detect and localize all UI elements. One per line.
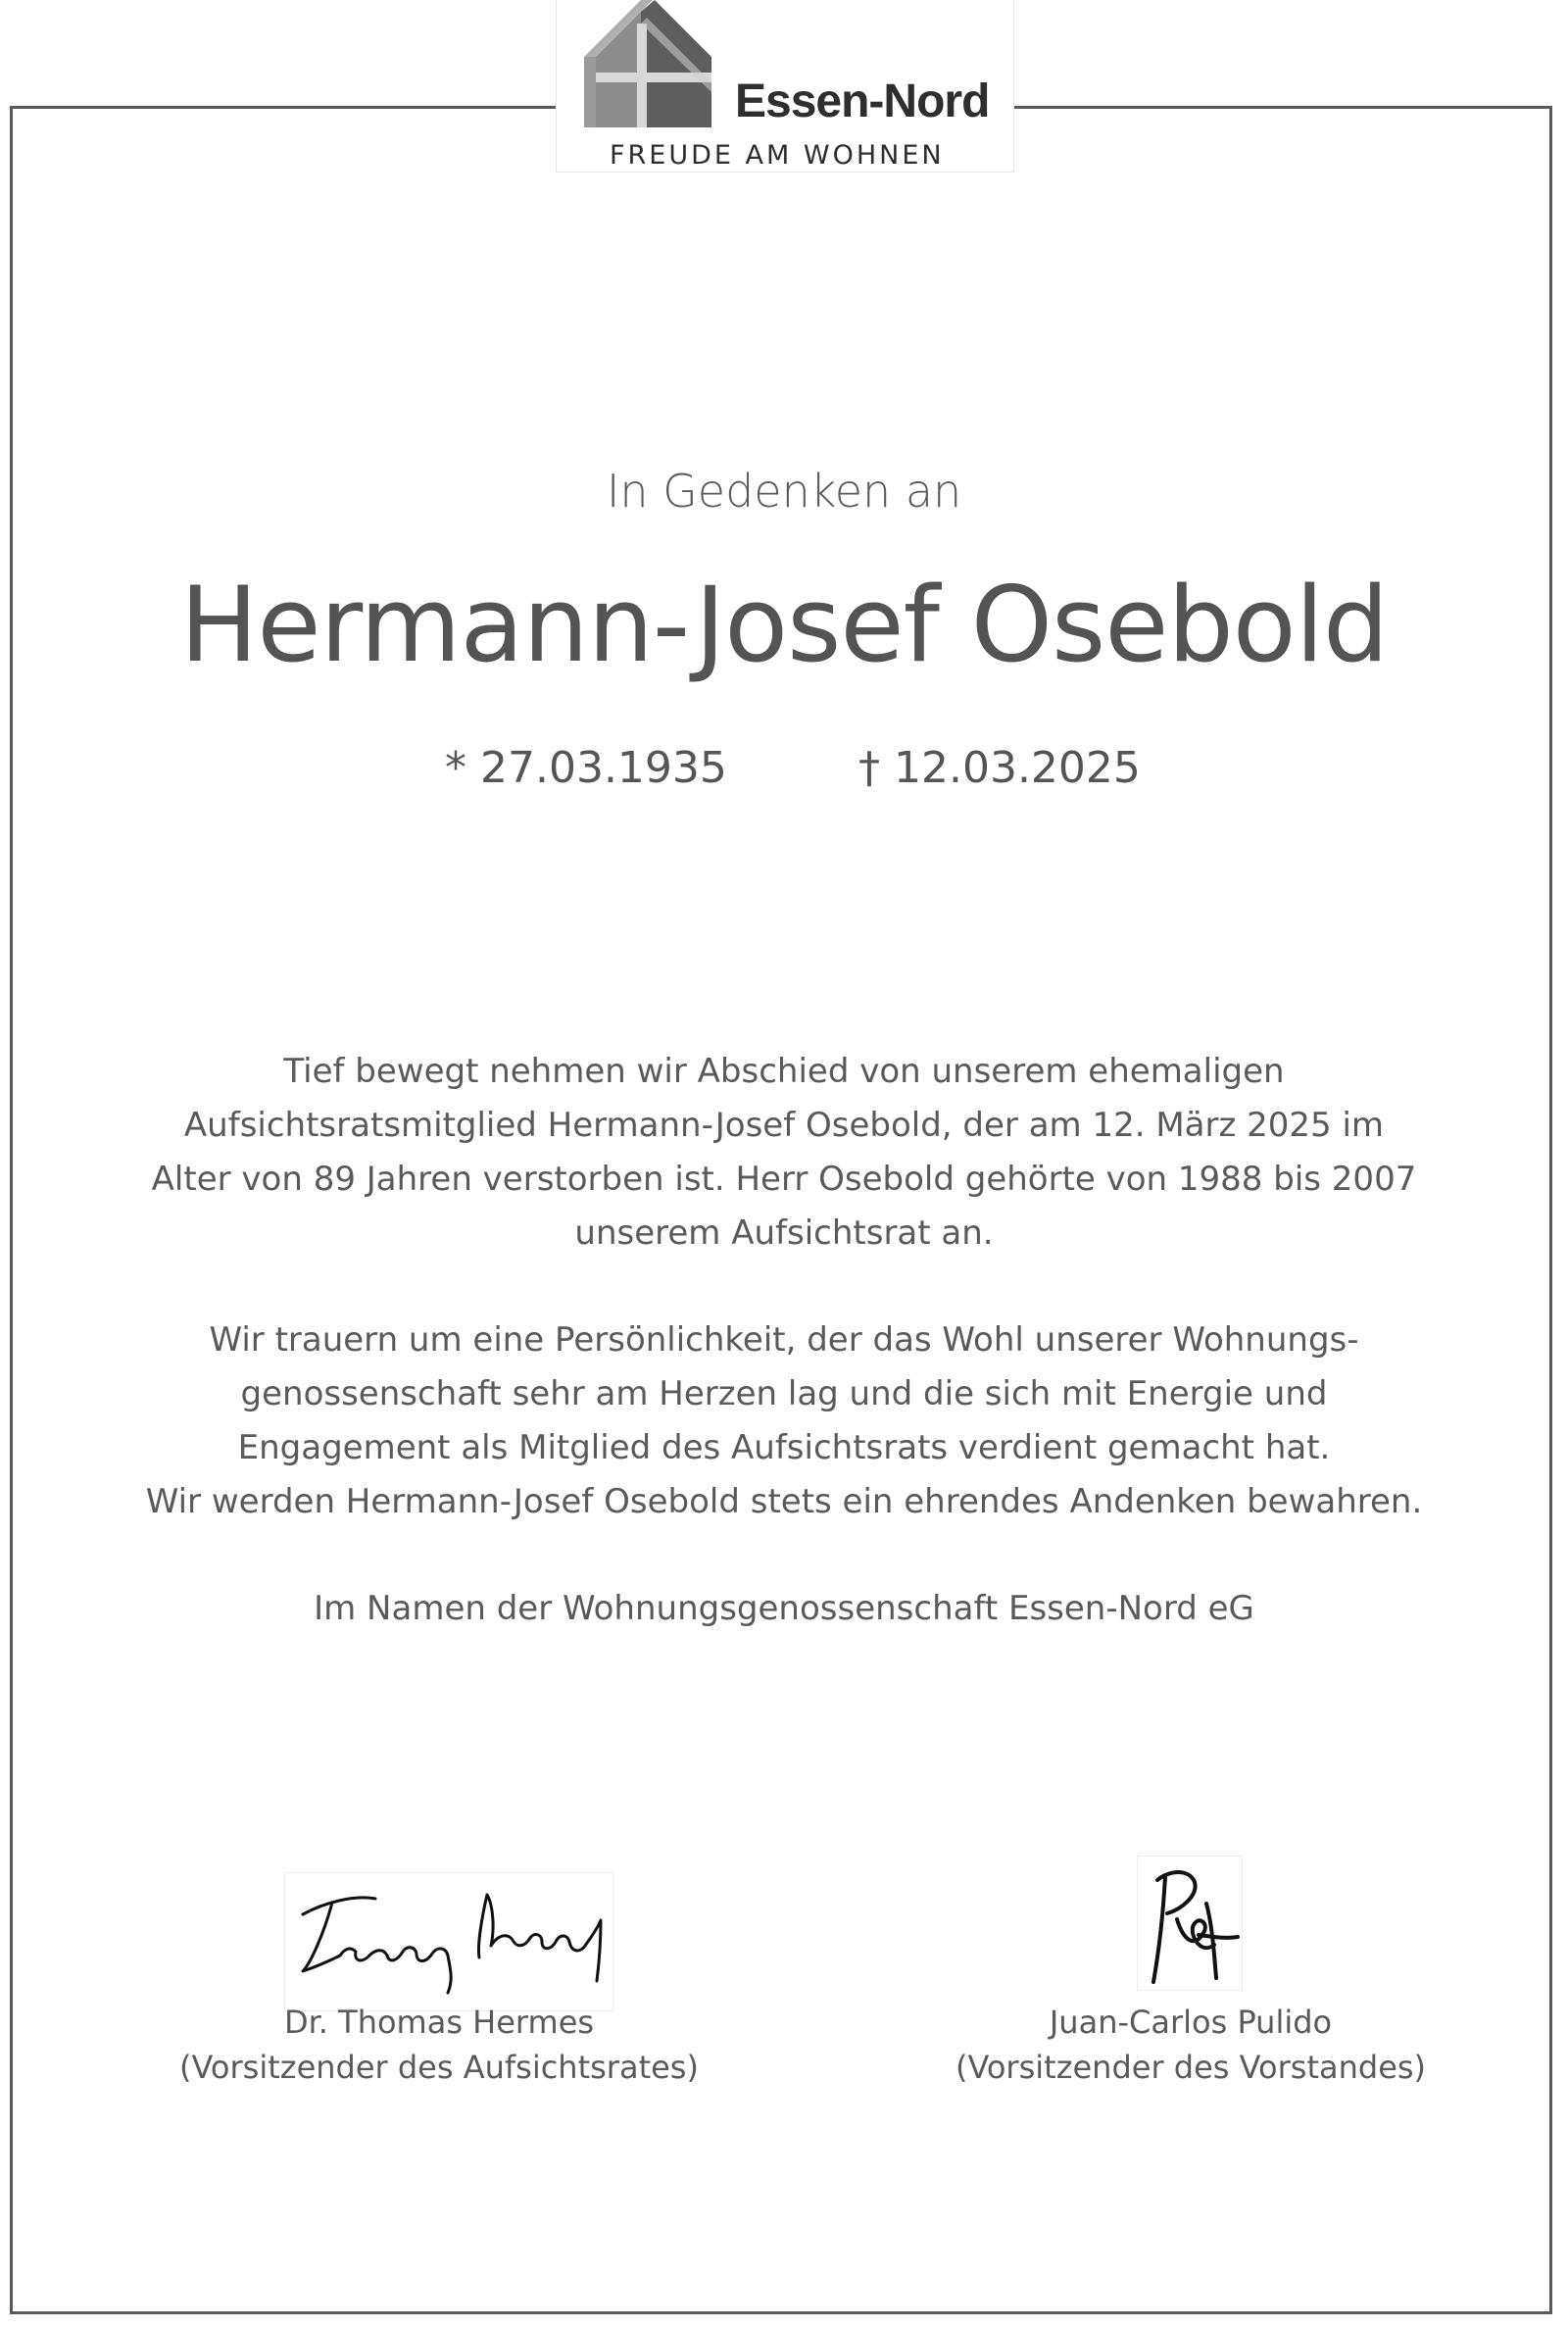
text-line: Im Namen der Wohnungsgenossenschaft Essen-Nord eG (314, 1589, 1254, 1628)
death-date: † 12.03.2025 (858, 743, 1141, 793)
deceased-name: Hermann-Josef Osebold (179, 565, 1389, 685)
signature-juan-carlos-pulido (1137, 1856, 1243, 1991)
signatory-role: (Vorsitzender des Vorstandes) (955, 2049, 1427, 2086)
obituary-paragraph-1 (0, 1045, 1568, 1261)
text-line: Aufsichtsratsmitglied Hermann-Josef Osebold, der am 12. März 2025 im (183, 1106, 1385, 1145)
house-logo-icon (584, 0, 711, 129)
logo-name: Essen-Nord (735, 75, 990, 127)
text-line: genossenschaft sehr am Herzen lag und die sich mit Energie und (240, 1374, 1328, 1413)
text-line: unserem Aufsichtsrat an. (574, 1214, 994, 1253)
text-line: Wir werden Hermann-Josef Osebold stets ein ehrendes Andenken bewahren. (145, 1482, 1423, 1521)
text-line: Alter von 89 Jahren verstorben ist. Herr Osebold gehörte von 1988 bis 2007 (151, 1160, 1417, 1199)
life-dates (0, 743, 1568, 802)
obituary-paragraph-2 (0, 1313, 1568, 1529)
text-line: Engagement als Mitglied des Aufsichtsrats verdient gemacht hat. (237, 1428, 1331, 1467)
text-line: Wir trauern um eine Persönlichkeit, der das Wohl unserer Wohnungs- (209, 1320, 1359, 1360)
signatory-name: Dr. Thomas Hermes (283, 2004, 595, 2041)
organization-closing (0, 1582, 1568, 1636)
signature-scribble (1138, 1857, 1244, 1992)
signature-scribble (285, 1873, 614, 2012)
logo-tagline: FREUDE AM WOHNEN (610, 140, 945, 171)
signatory-role: (Vorsitzender des Aufsichtsrates) (179, 2049, 699, 2086)
signature-thomas-hermes (284, 1872, 613, 2011)
signatory-chairman-board (897, 2000, 1485, 2090)
text-line: Tief bewegt nehmen wir Abschied von unserem ehemaligen (283, 1052, 1285, 1091)
memorial-intro: In Gedenken an (606, 465, 962, 518)
signatory-name: Juan-Carlos Pulido (1049, 2004, 1333, 2041)
signatory-chairman-supervisory (145, 2000, 733, 2090)
logo (556, 0, 1014, 173)
birth-date: * 27.03.1935 (445, 743, 727, 793)
